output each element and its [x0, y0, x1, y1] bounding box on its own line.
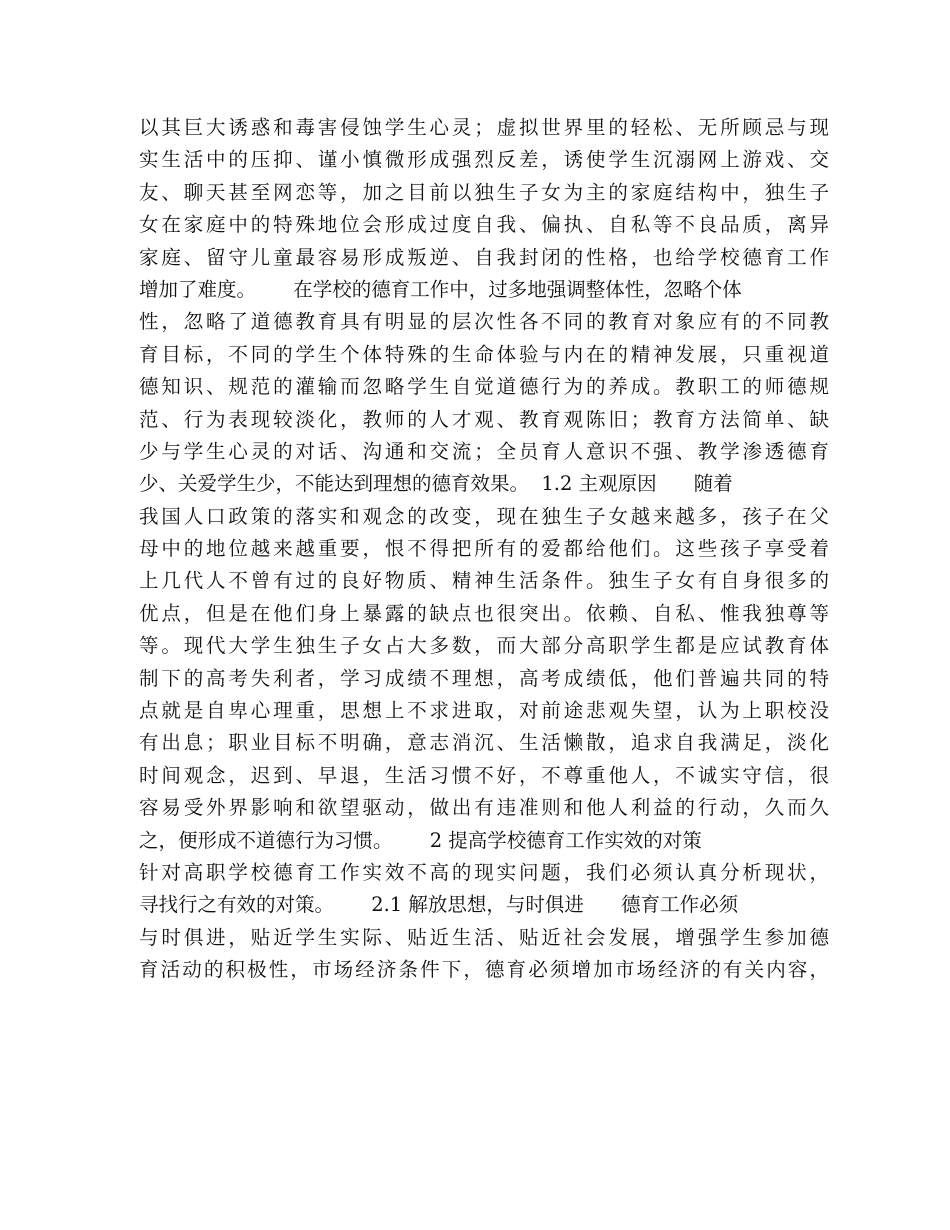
text-line: 家庭、留守儿童最容易形成叛逆、自我封闭的性格，也给学校德育工作: [139, 245, 829, 269]
text-line: 容易受外界影响和欲望驱动，做出有违准则和他人利益的行动，久而久: [139, 796, 829, 820]
text-line: 母中的地位越来越重要，恨不得把所有的爱都给他们。这些孩子享受着: [139, 537, 829, 561]
text-line: 等。现代大学生独生子女占大多数，而大部分高职学生都是应试教育体: [139, 634, 829, 658]
text-line: 与时俱进，贴近学生实际、贴近生活、贴近社会发展，增强学生参加德: [139, 925, 829, 949]
text-line: 增加了难度。 在学校的德育工作中，过多地强调整体性，忽略个体: [139, 277, 742, 301]
text-line: 育目标，不同的学生个体特殊的生命体验与内在的精神发展，只重视道: [139, 342, 829, 366]
text-line: 寻找行之有效的对策。 2.1 解放思想，与时俱进 德育工作必须: [139, 893, 739, 917]
body-text: [139, 112, 829, 987]
text-line: 友、聊天甚至网恋等，加之目前以独生子女为主的家庭结构中，独生子: [139, 180, 829, 204]
text-line: 时间观念，迟到、早退，生活习惯不好，不尊重他人，不诚实守信，很: [139, 763, 829, 787]
text-line: 制下的高考失利者，学习成绩不理想，高考成绩低，他们普遍共同的特: [139, 666, 829, 690]
text-line: 以其巨大诱惑和毒害侵蚀学生心灵；虚拟世界里的轻松、无所顾忌与现: [139, 116, 829, 139]
text-line: 育活动的积极性，市场经济条件下，德育必须增加市场经济的有关内容，: [139, 958, 829, 982]
text-line: 我国人口政策的落实和观念的改变，现在独生子女越来越多，孩子在父: [139, 504, 829, 528]
text-line: 少与学生心灵的对话、沟通和交流；全员育人意识不强、教学渗透德育: [139, 439, 829, 463]
text-line: 德知识、规范的灌输而忽略学生自觉道德行为的养成。教职工的师德规: [139, 375, 829, 399]
text-line: 实生活中的压抑、谨小慎微形成强烈反差，诱使学生沉溺网上游戏、交: [139, 148, 829, 172]
text-line: 女在家庭中的特殊地位会形成过度自我、偏执、自私等不良品质，离异: [139, 213, 829, 237]
text-line: 范、行为表现较淡化，教师的人才观、教育观陈旧；教育方法简单、缺: [139, 407, 829, 431]
text-line: 性，忽略了道德教育具有明显的层次性各不同的教育对象应有的不同教: [139, 310, 829, 334]
text-line: 针对高职学校德育工作实效不高的现实问题，我们必须认真分析现状，: [139, 860, 829, 884]
text-line: 上几代人不曾有过的良好物质、精神生活条件。独生子女有自身很多的: [139, 569, 829, 593]
text-line: 有出息；职业目标不明确，意志消沉、生活懒散，追求自我满足，淡化: [139, 731, 829, 755]
text-line: 点就是自卑心理重，思想上不求进取，对前途悲观失望，认为上职校没: [139, 699, 829, 723]
text-line: 优点，但是在他们身上暴露的缺点也很突出。依赖、自私、惟我独尊等: [139, 601, 829, 625]
text-line: 之，便形成不道德行为习惯。 2 提高学校德育工作实效的对策: [139, 828, 702, 852]
text-line: 少、关爱学生少，不能达到理想的德育效果。 1.2 主观原因 随着: [139, 472, 733, 496]
